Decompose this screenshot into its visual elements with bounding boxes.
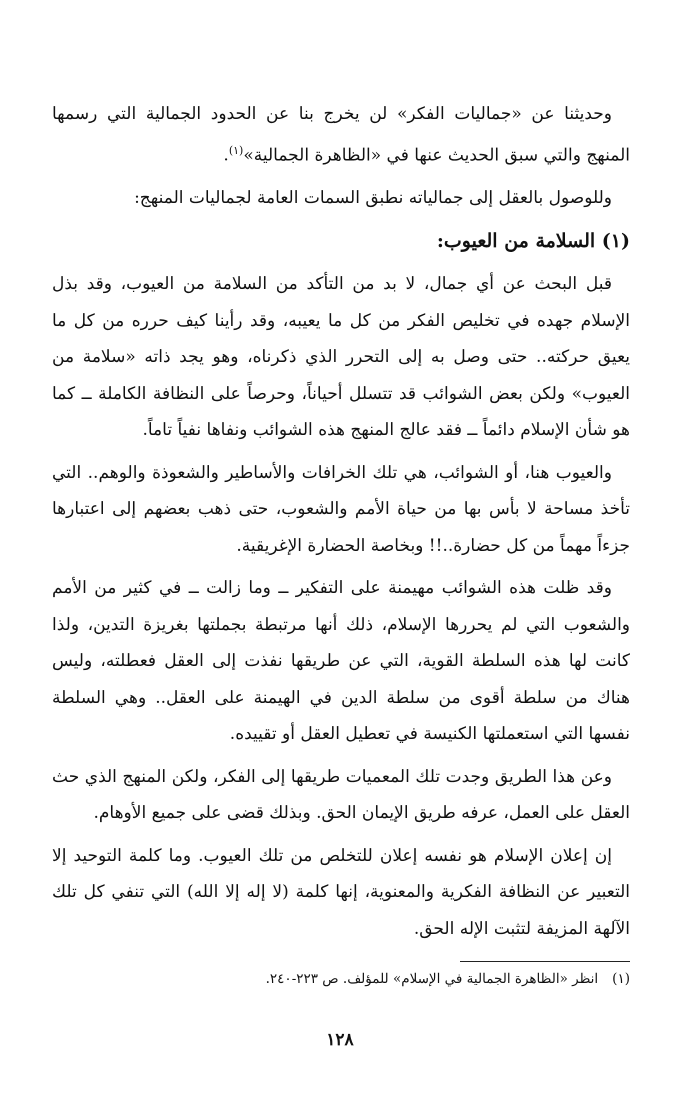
- intro-paragraph-text: وحديثنا عن «جماليات الفكر» لن يخرج بنا عن الحدود الجمالية التي رسمها المنهج والتي سبق الحديث عنها في «الظاهرة الجمالية»: [52, 104, 630, 166]
- intro-paragraph: [52, 96, 630, 174]
- footnote-reference[interactable]: (١): [228, 143, 244, 157]
- footnote: [52, 966, 630, 992]
- section-heading: (١) السلامة من العيوب:: [436, 230, 630, 253]
- page-number: ١٢٨: [326, 1030, 354, 1050]
- body-paragraph: وعن هذا الطريق وجدت تلك المعميات طريقها إلى الفكر، ولكن المنهج الذي حث العقل على العمل، عرفه طريق الإيمان الحق. وبذلك قضى على جميع الأوهام.: [52, 766, 630, 824]
- intro-paragraph-tail: .: [223, 145, 229, 166]
- footnote-mark: (١): [612, 971, 630, 988]
- page-body: [52, 96, 630, 992]
- body-paragraph: والعيوب هنا، أو الشوائب، هي تلك الخرافات والأساطير والشعوذة والوهم.. التي تأخذ مساحة لا بأس بها من حياة الأمم والشعوب، حتى ذهب بعضهم إلى اعتبارها جزءاً مهماً من كل حضارة..!! وبخاصة الحضارة الإغريقية.: [52, 462, 630, 556]
- body-paragraph: إن إعلان الإسلام هو نفسه إعلان للتخلص من تلك العيوب. وما كلمة التوحيد إلا التعبير عن النظافة الفكرية والمعنوية، إنها كلمة (لا إله إلا الله) التي تنفي كل تلك الآلهة المزيفة لتثبت الإله الحق.: [52, 845, 630, 939]
- body-paragraph: قبل البحث عن أي جمال، لا بد من التأكد من السلامة من العيوب، وقد بذل الإسلام جهده في تخليص الفكر من كل ما يعيبه، وقد رأينا كيف حرره من كل ما يعيق حركته.. حتى وصل به إلى التحرر الذي ذكرناه، وهو يجد ذاته «سلامة من العيوب» ولكن بعض الشوائب قد تتسلل أحياناً، وحرصاً على النظافة الكاملة ــ كما هو شأن الإسلام دائماً ــ فقد عالج المنهج هذه الشوائب ونفاها نفياً تاماً.: [52, 274, 630, 441]
- footnote-text: انظر «الظاهرة الجمالية في الإسلام» للمؤلف. ص ٢٢٣-٢٤٠.: [265, 971, 599, 988]
- footnote-divider: [460, 961, 630, 962]
- body-paragraph: وقد ظلت هذه الشوائب مهيمنة على التفكير ــ وما زالت ــ في كثير من الأمم والشعوب التي لم يحررها الإسلام، ذلك أنها مرتبطة بجملتها بغريزة التدين، ولذا كانت لها هذه السلطة القوية، التي عن طريقها نفذت إلى العقل فعطلته، وليس هناك من سلطة أقوى من سلطة الدين في الهيمنة على العقل.. وهي السلطة نفسها التي استعملتها الكنيسة في تعطيل العقل أو تقييده.: [52, 578, 630, 745]
- lead-in-paragraph: وللوصول بالعقل إلى جمالياته نطبق السمات العامة لجماليات المنهج:: [134, 187, 612, 208]
